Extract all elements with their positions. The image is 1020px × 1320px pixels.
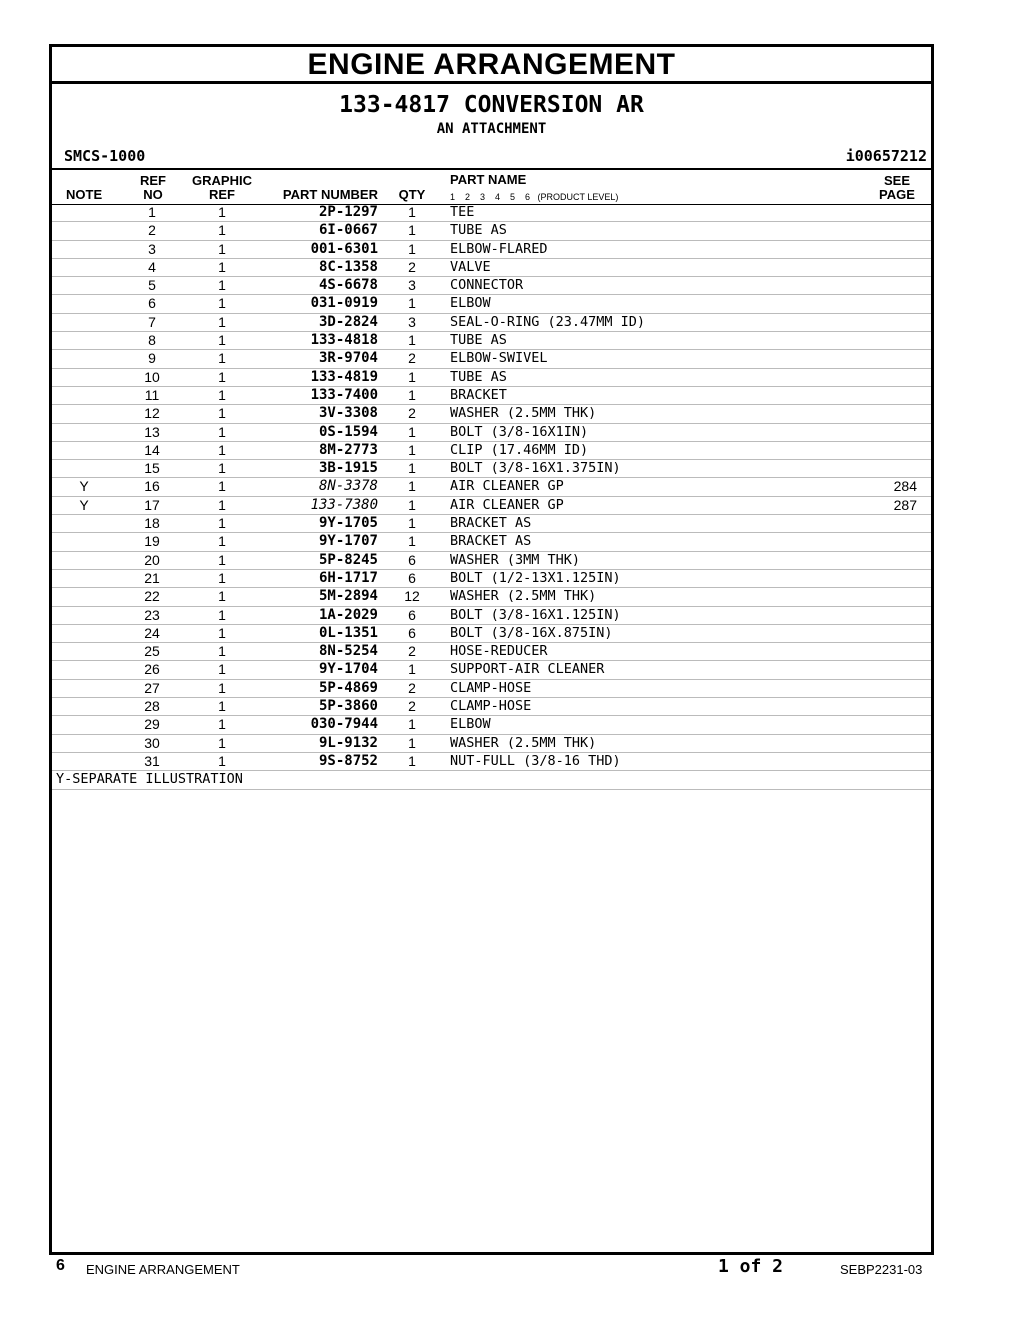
table-row [52,588,931,606]
ref-no-cell: 27 [144,679,160,696]
table-row [52,424,931,442]
part-number-cell: 5P-4869 [318,679,378,696]
ref-no-cell: 8 [148,332,156,349]
ref-no-cell: 4 [148,258,156,275]
graphic-ref-cell: 1 [218,405,226,422]
document-frame [49,44,934,1255]
part-name-cell: WASHER (2.5MM THK) [450,588,597,605]
part-number-cell: 9L-9132 [318,734,378,751]
parts-table-body [52,204,931,790]
smcs-code: SMCS-1000 [64,147,146,165]
part-number-cell: 9Y-1705 [318,515,378,532]
header-see-top: SEE [883,173,910,188]
qty-cell: 6 [408,551,416,568]
footer-section: ENGINE ARRANGEMENT [86,1262,240,1277]
part-name-cell: WASHER (2.5MM THK) [450,405,597,422]
table-row [52,661,931,679]
footnote: Y-SEPARATE ILLUSTRATION [52,771,931,789]
table-row [52,570,931,588]
part-name-cell: CLAMP-HOSE [450,679,532,696]
part-name-cell: AIR CLEANER GP [450,478,564,495]
ref-no-cell: 26 [144,661,160,678]
part-name-cell: BRACKET AS [450,533,532,550]
graphic-ref-cell: 1 [218,606,226,623]
see-page-cell: 287 [893,496,917,513]
header-see-bottom: PAGE [879,187,915,202]
qty-cell: 1 [408,240,416,257]
ref-no-cell: 19 [144,533,160,550]
part-number-cell: 0L-1351 [318,624,378,641]
part-name-cell: HOSE-REDUCER [450,643,548,660]
part-number-cell: 9Y-1707 [318,533,378,550]
qty-cell: 2 [408,258,416,275]
page-title: ENGINE ARRANGEMENT [52,47,931,84]
part-number-cell: 1A-2029 [318,606,378,623]
table-row [52,222,931,240]
graphic-ref-cell: 1 [218,643,226,660]
qty-cell: 1 [408,533,416,550]
part-name-cell: BRACKET AS [450,515,532,532]
part-number-cell: 3B-1915 [318,460,378,477]
table-row [52,753,931,771]
table-row [52,478,931,496]
part-number-cell: 8C-1358 [318,258,378,275]
part-name-cell: SUPPORT-AIR CLEANER [450,661,605,678]
graphic-ref-cell: 1 [218,313,226,330]
part-number-cell: 6H-1717 [318,569,378,586]
part-name-cell: CLIP (17.46MM ID) [450,441,589,458]
qty-cell: 12 [404,588,420,605]
qty-cell: 1 [408,295,416,312]
part-number-cell: 8N-5254 [318,643,378,660]
note-cell: Y [79,496,89,513]
qty-cell: 1 [408,716,416,733]
ref-no-cell: 10 [144,368,160,385]
part-number-cell: 133-7380 [310,496,378,513]
graphic-ref-cell: 1 [218,515,226,532]
table-row [52,295,931,313]
part-name-cell: BOLT (3/8-16X1IN) [450,423,589,440]
table-row [52,607,931,625]
header-part-name: PART NAME [450,172,527,187]
part-number-cell: 8M-2773 [318,441,378,458]
qty-cell: 1 [408,441,416,458]
ref-no-cell: 24 [144,624,160,641]
qty-cell: 1 [408,386,416,403]
table-row [52,369,931,387]
table-row [52,643,931,661]
table-row [52,552,931,570]
qty-cell: 6 [408,569,416,586]
graphic-ref-cell: 1 [218,588,226,605]
ref-no-cell: 21 [144,569,160,586]
table-row [52,460,931,478]
part-name-cell: BOLT (3/8-16X1.375IN) [450,460,621,477]
graphic-ref-cell: 1 [218,368,226,385]
part-name-cell: TEE [450,204,475,220]
ref-no-cell: 30 [144,734,160,751]
part-name-cell: SEAL-O-RING (23.47MM ID) [450,313,646,330]
part-name-cell: ELBOW [450,295,491,312]
graphic-ref-cell: 1 [218,716,226,733]
part-number-cell: 133-4819 [310,368,378,385]
part-name-cell: TUBE AS [450,332,507,349]
qty-cell: 1 [408,496,416,513]
qty-cell: 1 [408,478,416,495]
part-number-cell: 133-4818 [310,332,378,349]
qty-cell: 1 [408,204,416,220]
qty-cell: 1 [408,752,416,769]
footer-doc-code: SEBP2231-03 [840,1262,923,1277]
part-name-cell: TUBE AS [450,222,507,239]
part-number-cell: 9Y-1704 [318,661,378,678]
ref-no-cell: 18 [144,515,160,532]
part-name-cell: WASHER (2.5MM THK) [450,734,597,751]
table-row [52,277,931,295]
qty-cell: 3 [408,277,416,294]
group-title: 133-4817 CONVERSION AR [339,92,644,118]
ref-no-cell: 29 [144,716,160,733]
header-ref-top: REF [140,173,166,188]
header-graphic-bottom: REF [209,187,235,202]
part-name-cell: CLAMP-HOSE [450,698,532,715]
qty-cell: 6 [408,624,416,641]
graphic-ref-cell: 1 [218,295,226,312]
graphic-ref-cell: 1 [218,204,226,220]
note-cell: Y [79,478,89,495]
graphic-ref-cell: 1 [218,277,226,294]
see-page-cell: 284 [893,478,917,495]
part-number-cell: 4S-6678 [318,277,378,294]
qty-cell: 2 [408,643,416,660]
part-name-cell: ELBOW-FLARED [450,240,548,257]
header-product-level: 1 2 3 4 5 6 (PRODUCT LEVEL) [450,192,619,202]
group-subtitle: AN ATTACHMENT [436,121,547,137]
ref-no-cell: 11 [144,386,160,403]
graphic-ref-cell: 1 [218,258,226,275]
graphic-ref-cell: 1 [218,423,226,440]
part-number-cell: 030-7944 [310,716,378,733]
header-qty: QTY [398,187,426,202]
graphic-ref-cell: 1 [218,752,226,769]
part-name-cell: ELBOW [450,716,491,733]
part-name-cell: BOLT (3/8-16X1.125IN) [450,606,621,623]
part-number-cell: 0S-1594 [318,423,378,440]
part-name-cell: WASHER (3MM THK) [450,551,581,568]
header-ref-bottom: NO [143,187,163,202]
graphic-ref-cell: 1 [218,551,226,568]
table-row [52,204,931,222]
ref-no-cell: 20 [144,551,160,568]
part-number-cell: 3V-3308 [318,405,378,422]
part-number-cell: 3D-2824 [318,313,378,330]
graphic-ref-cell: 1 [218,734,226,751]
graphic-ref-cell: 1 [218,350,226,367]
qty-cell: 2 [408,405,416,422]
ref-no-cell: 7 [148,313,156,330]
part-number-cell: 3R-9704 [318,350,378,367]
part-name-cell: BOLT (1/2-13X1.125IN) [450,569,621,586]
part-name-cell: NUT-FULL (3/8-16 THD) [450,752,621,769]
graphic-ref-cell: 1 [218,569,226,586]
part-name-cell: TUBE AS [450,368,507,385]
table-row [52,350,931,368]
ref-no-cell: 16 [144,478,160,495]
part-number-cell: 031-0919 [310,295,378,312]
qty-cell: 1 [408,222,416,239]
part-number-cell: 8N-3378 [318,478,378,495]
qty-cell: 1 [408,460,416,477]
table-row [52,387,931,405]
table-row [52,332,931,350]
part-name-cell: BRACKET [450,386,507,403]
table-row [52,533,931,551]
ref-no-cell: 15 [144,460,160,477]
ref-no-cell: 28 [144,698,160,715]
part-number-cell: 9S-8752 [318,752,378,769]
table-row [52,314,931,332]
part-number-cell: 5P-8245 [318,551,378,568]
part-name-cell: ELBOW-SWIVEL [450,350,548,367]
ref-no-cell: 3 [148,240,156,257]
part-name-cell: VALVE [450,258,491,275]
graphic-ref-cell: 1 [218,332,226,349]
ref-no-cell: 9 [148,350,156,367]
ref-no-cell: 17 [144,496,160,513]
table-row [52,259,931,277]
table-row [52,698,931,716]
qty-cell: 2 [408,679,416,696]
part-name-cell: AIR CLEANER GP [450,496,564,513]
part-number-cell: 5P-3860 [318,698,378,715]
graphic-ref-cell: 1 [218,222,226,239]
qty-cell: 1 [408,368,416,385]
qty-cell: 6 [408,606,416,623]
ref-no-cell: 5 [148,277,156,294]
part-number-cell: 001-6301 [310,240,378,257]
table-row [52,680,931,698]
table-row [52,735,931,753]
ref-no-cell: 25 [144,643,160,660]
table-row [52,515,931,533]
ref-no-cell: 2 [148,222,156,239]
table-row [52,442,931,460]
ref-no-cell: 22 [144,588,160,605]
qty-cell: 1 [408,661,416,678]
footer-page-number: 6 [56,1257,65,1274]
part-name-cell: CONNECTOR [450,277,524,294]
graphic-ref-cell: 1 [218,624,226,641]
qty-cell: 3 [408,313,416,330]
graphic-ref-cell: 1 [218,478,226,495]
graphic-ref-cell: 1 [218,496,226,513]
graphic-ref-cell: 1 [218,698,226,715]
part-number-cell: 2P-1297 [318,204,378,220]
qty-cell: 2 [408,698,416,715]
graphic-ref-cell: 1 [218,679,226,696]
part-number-cell: 6I-0667 [318,222,378,239]
part-name-cell: BOLT (3/8-16X.875IN) [450,624,613,641]
ref-no-cell: 31 [144,752,160,769]
footer-page-of: 1 of 2 [718,1256,784,1277]
table-row [52,625,931,643]
qty-cell: 1 [408,332,416,349]
qty-cell: 1 [408,423,416,440]
graphic-ref-cell: 1 [218,441,226,458]
qty-cell: 2 [408,350,416,367]
part-number-cell: 5M-2894 [318,588,378,605]
qty-cell: 1 [408,515,416,532]
header-note: NOTE [66,187,103,202]
ref-no-cell: 6 [148,295,156,312]
ref-no-cell: 23 [144,606,160,623]
table-row [52,241,931,259]
header-graphic-top: GRAPHIC [192,173,252,188]
ref-no-cell: 13 [144,423,160,440]
graphic-ref-cell: 1 [218,240,226,257]
ref-no-cell: 12 [144,405,160,422]
graphic-ref-cell: 1 [218,386,226,403]
qty-cell: 1 [408,734,416,751]
table-header [52,168,931,205]
ref-no-cell: 1 [148,204,156,220]
illustration-id: i00657212 [845,147,927,165]
ref-no-cell: 14 [144,441,160,458]
table-row [52,497,931,515]
header-part-number: PART NUMBER [282,187,378,202]
graphic-ref-cell: 1 [218,460,226,477]
graphic-ref-cell: 1 [218,533,226,550]
table-row [52,405,931,423]
part-number-cell: 133-7400 [310,386,378,403]
table-row [52,716,931,734]
graphic-ref-cell: 1 [218,661,226,678]
